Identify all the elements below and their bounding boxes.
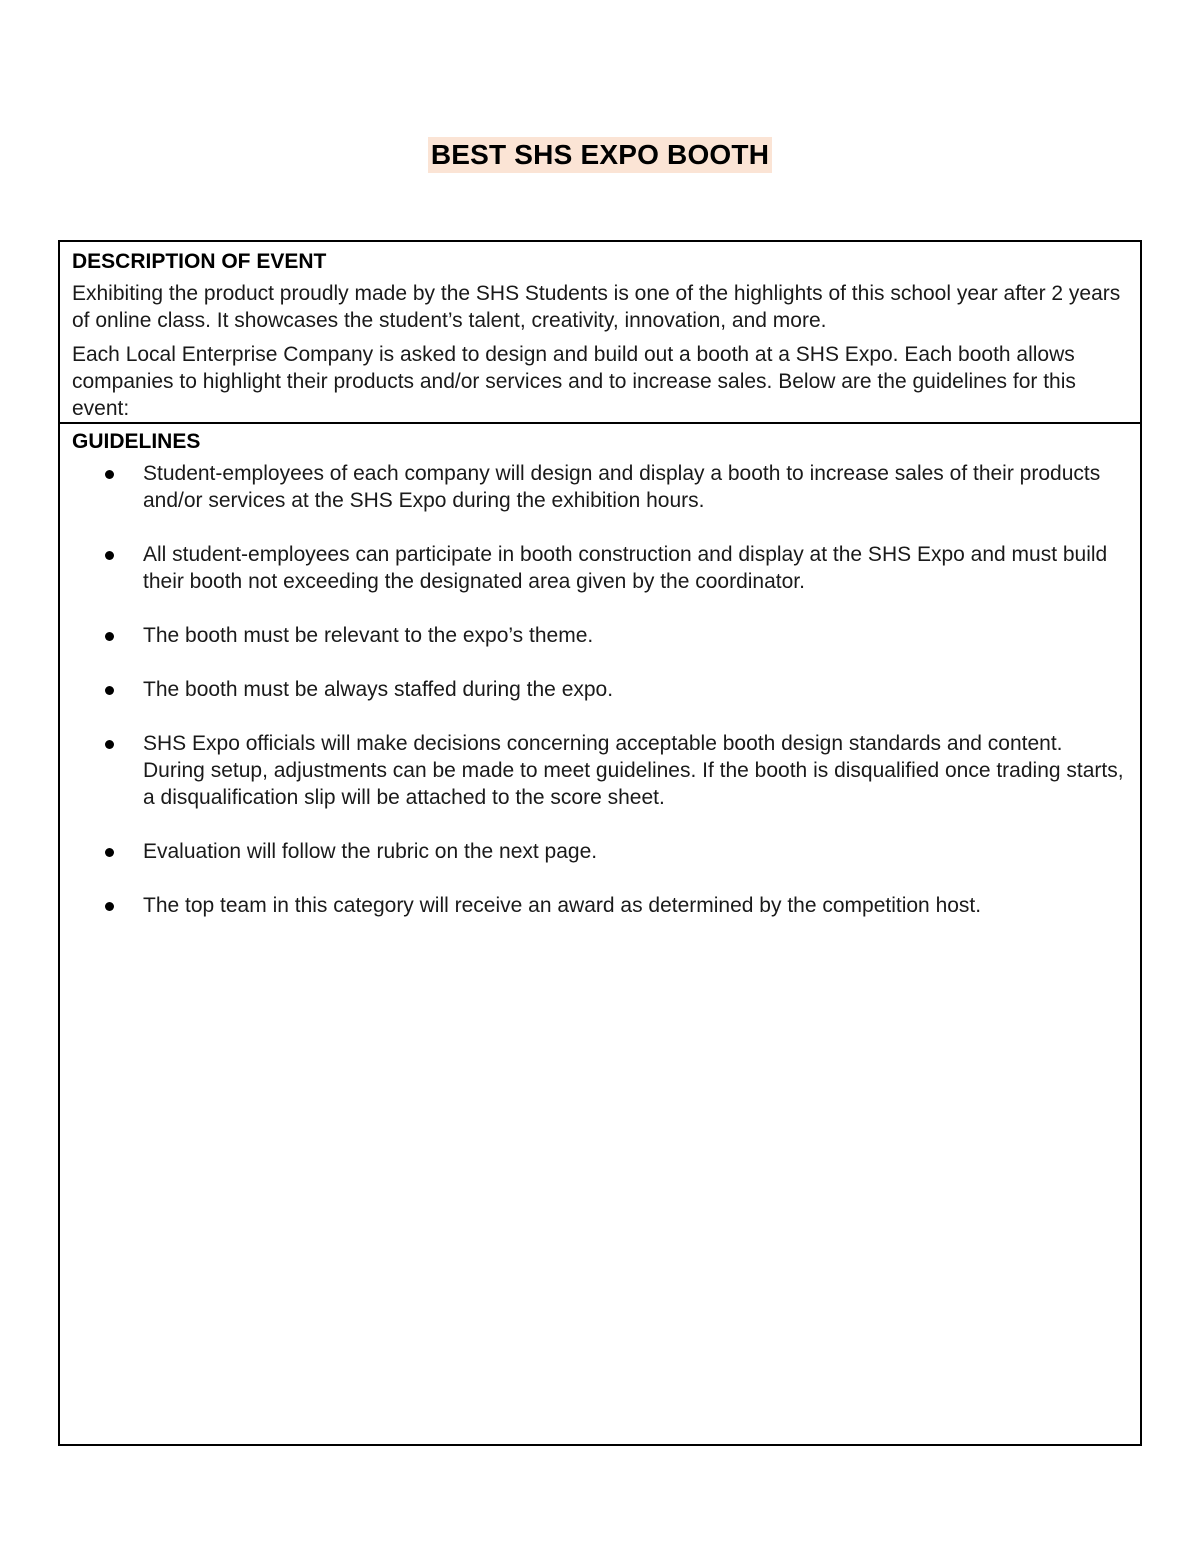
bullet-icon xyxy=(105,740,114,749)
guideline-item xyxy=(72,541,1128,595)
document-table xyxy=(58,240,1142,1446)
guideline-text: The top team in this category will receive an award as determined by the competition host. xyxy=(143,894,982,917)
bullet-icon xyxy=(105,686,114,695)
guideline-text: Student-employees of each company will design and display a booth to increase sales of their products and/or services at the SHS Expo during the exhibition hours. xyxy=(143,462,1101,512)
description-paragraph: Exhibiting the product proudly made by the SHS Students is one of the highlights of this school year after 2 years of online class. It showcases the student’s talent, creativity, innovation, and more. xyxy=(72,282,1121,332)
guideline-text: Evaluation will follow the rubric on the next page. xyxy=(143,840,598,863)
description-paragraph: Each Local Enterprise Company is asked to design and build out a booth at a SHS Expo. Each booth allows companies to highlight their products and/or services and to increase sales. Below are the guidelines for this event: xyxy=(72,343,1076,420)
page-title-container xyxy=(0,137,1200,173)
guidelines-list xyxy=(72,460,1128,919)
bullet-icon xyxy=(105,902,114,911)
guidelines-section xyxy=(60,424,1140,1444)
page-title: BEST SHS EXPO BOOTH xyxy=(428,137,772,173)
description-section xyxy=(60,242,1140,424)
guideline-text: SHS Expo officials will make decisions concerning acceptable booth design standards and content. During setup, adjustments can be made to meet guidelines. If the booth is disqualified once trading starts, a disqualification slip will be attached to the score sheet. xyxy=(143,732,1124,809)
description-heading: DESCRIPTION OF EVENT xyxy=(72,250,327,273)
guideline-item xyxy=(72,730,1128,811)
guideline-item xyxy=(72,892,1128,919)
bullet-icon xyxy=(105,470,114,479)
guideline-text: All student-employees can participate in booth construction and display at the SHS Expo and must build their booth not exceeding the designated area given by the coordinator. xyxy=(143,543,1108,593)
guideline-item xyxy=(72,622,1128,649)
bullet-icon xyxy=(105,632,114,641)
guideline-text: The booth must be relevant to the expo’s theme. xyxy=(143,624,594,647)
guidelines-heading: GUIDELINES xyxy=(72,430,201,453)
guideline-item xyxy=(72,460,1128,514)
bullet-icon xyxy=(105,551,114,560)
bullet-icon xyxy=(105,848,114,857)
guideline-item xyxy=(72,676,1128,703)
guideline-text: The booth must be always staffed during the expo. xyxy=(143,678,614,701)
guideline-item xyxy=(72,838,1128,865)
